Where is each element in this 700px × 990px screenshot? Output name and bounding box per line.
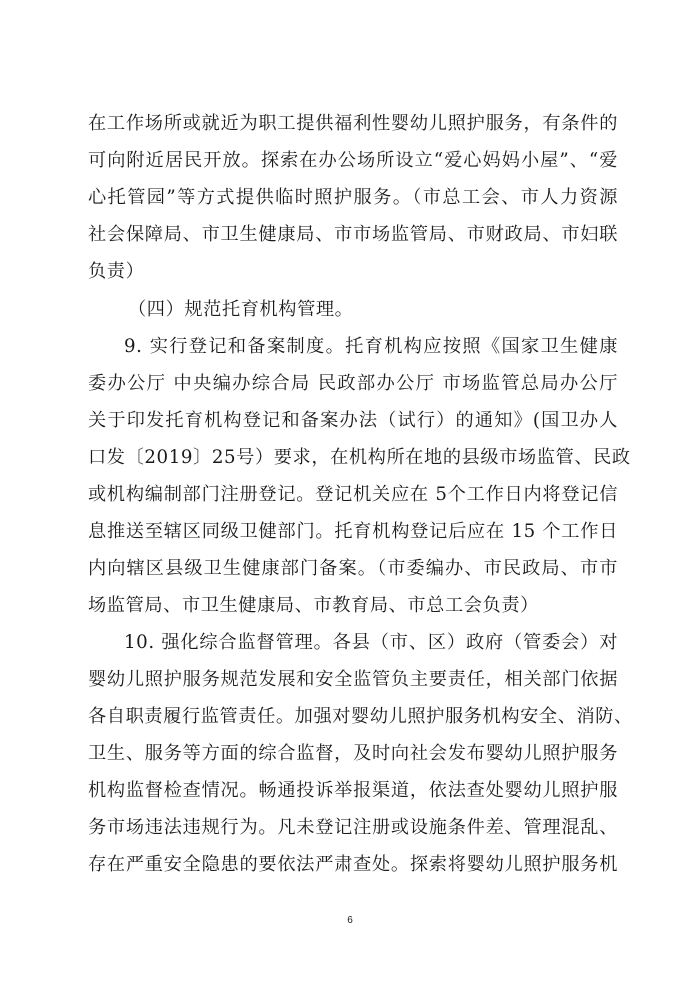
text-line: 息推送至辖区同级卫健部门。托育机构登记后应在 15 个工作日 (88, 521, 618, 542)
text-line: 负责） (88, 261, 145, 282)
paragraph-first-line: 10. 强化综合监督管理。各县（市、区）政府（管委会）对 (124, 632, 618, 653)
text-line: 关于印发托育机构登记和备案办法（试行）的通知》(国卫办人 (88, 410, 618, 431)
text-line: 各自职责履行监管责任。加强对婴幼儿照护服务机构安全、消防、 (88, 706, 633, 727)
text-line: 委办公厅 中央编办综合局 民政部办公厅 市场监管总局办公厅 (88, 373, 618, 394)
text-line: 场监管局、市卫生健康局、市教育局、市总工会负责） (88, 595, 539, 616)
text-line: 务市场违法违规行为。凡未登记注册或设施条件差、管理混乱、 (88, 817, 618, 838)
text-line: 或机构编制部门注册登记。登记机关应在 5个工作日内将登记信 (88, 484, 618, 505)
text-line: 社会保障局、市卫生健康局、市市场监管局、市财政局、市妇联 (88, 224, 618, 245)
text-line: 婴幼儿照护服务规范发展和安全监管负主要责任，相关部门依据 (88, 669, 618, 690)
text-line: 机构监督检查情况。畅通投诉举报渠道，依法查处婴幼儿照护服 (88, 780, 618, 801)
text-line: 在工作场所或就近为职工提供福利性婴幼儿照护服务，有条件的 (88, 113, 618, 134)
text-line: 存在严重安全隐患的要依法严肃查处。探索将婴幼儿照护服务机 (88, 854, 618, 875)
section-heading: （四）规范托育机构管理。 (128, 299, 354, 320)
text-line: 可向附近居民开放。探索在办公场所设立“爱心妈妈小屋”、“爱 (88, 150, 618, 171)
text-line: 内向辖区县级卫生健康部门备案。（市委编办、市民政局、市市 (88, 558, 618, 579)
page-number: 6 (347, 915, 353, 926)
text-line: 口发〔2019〕25号）要求，在机构所在地的县级市场监管、民政 (88, 447, 631, 468)
text-line: 卫生、服务等方面的综合监督，及时向社会发布婴幼儿照护服务 (88, 743, 618, 764)
paragraph-first-line: 9. 实行登记和备案制度。托育机构应按照《国家卫生健康 (124, 336, 618, 357)
text-line: 心托管园”等方式提供临时照护服务。（市总工会、市人力资源 (88, 187, 618, 208)
